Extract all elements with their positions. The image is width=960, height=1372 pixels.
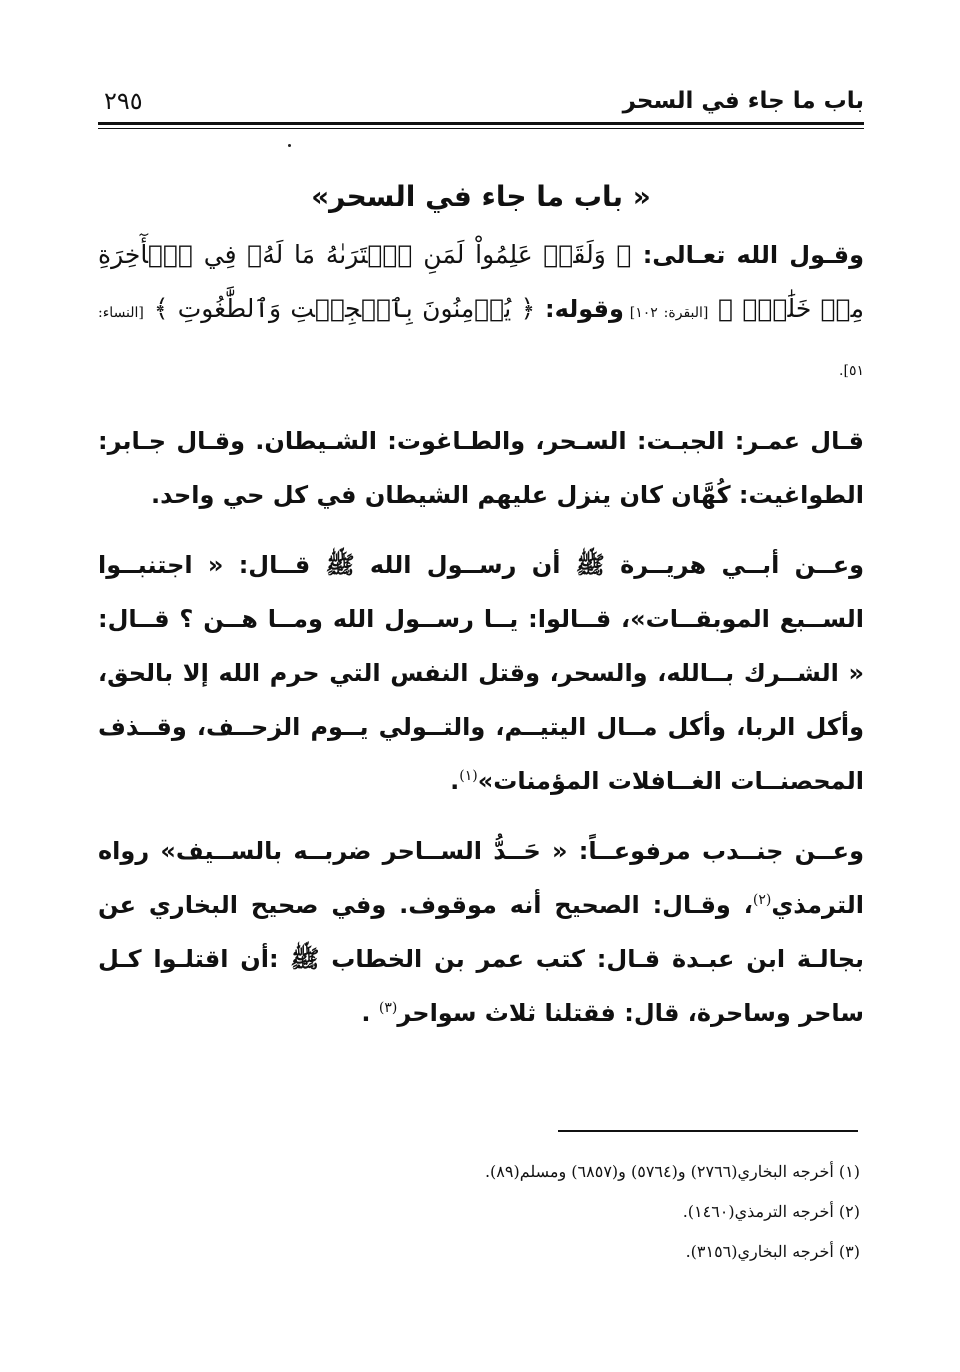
paragraph-text: وعــن جنــدب مرفوعــاً: « حَــدُّ الســاحر ضربــه بالســيف» رواه الترمذي xyxy=(98,837,864,919)
paragraph-lead: وقـول الله تعـالى: xyxy=(631,241,864,269)
footnote-marker[interactable]: (٣) xyxy=(378,1000,398,1016)
footnote-2: (٢) أخرجه الترمذي(١٤٦٠). xyxy=(682,1202,860,1221)
paragraph-abu-hurayra xyxy=(98,538,864,808)
paragraph-umar xyxy=(98,414,864,522)
footnote-rule xyxy=(558,1130,858,1132)
paragraph-text: ، وقـال: الصحيح أنه موقوف. وفي صحيح البخاري عن بجالـة ابن عبـدة قـال: كتب عمر بن الخطاب ﷺ :أن اقتلـوا كـل ساحر وساحرة، قال: فقتلنا ثلاث سواحر xyxy=(98,891,864,1027)
quran-verse: ﴿ يُؤۡمِنُونَ بِٱلۡجِبۡتِ وَٱلطَّٰغُوتِ ﴾ xyxy=(153,294,536,323)
paragraph-verses xyxy=(98,228,864,398)
verse-reference: [البقرة: ١٠٢] xyxy=(623,305,709,321)
header-rule-thin xyxy=(98,128,864,129)
footnote-marker[interactable]: (١) xyxy=(459,768,478,784)
running-title: باب ما جاء في السحر xyxy=(622,88,864,114)
quran-verse: ﴿ وَلَقَدۡ عَلِمُواْ لَمَنِ ٱشۡتَرَىٰهُ مَا لَهُۥ فِي ٱلۡأٓخِرَةِ مِنۡ خَلَٰقٖۚ ﴾ xyxy=(98,240,865,323)
chapter-title: « باب ما جاء في السحر» xyxy=(311,180,651,213)
paragraph-text: وعــن أبــي هريــرة ﷺ أن رســول الله ﷺ قــال: « اجتنبــوا الســبع الموبقــات»، قــالوا: يــا رســول الله ومــا هــن ؟ قــال: « الشــرك بــالله، والسحر، وقتل النفس التي حرم الله إلا بالحق، وأكل الربا، وأكل مــال اليتيــم، والتــولي يــوم الزحــف، وقــذف المحصنــات الغــافلات المؤمنات» xyxy=(98,551,864,795)
stray-dot xyxy=(288,144,291,147)
footnotes xyxy=(98,1152,864,1272)
paragraph-text: وقوله: xyxy=(535,295,624,323)
verse-reference: [النساء: ٥١]. xyxy=(98,305,864,379)
footnote-1: (١) أخرجه البخاري(٢٧٦٦) و(٥٧٦٤) و(٦٨٥٧) ومسلم(٨٩). xyxy=(484,1162,860,1181)
paragraph-text: قـال عمـر: الجبـت: السـحر، والطـاغوت: الشـيطان. وقـال جـابر: الطواغيت: كُهَّان كان ينزل عليهم الشيطان في كل حي واحد. xyxy=(98,427,864,509)
footnote-marker[interactable]: (٢) xyxy=(752,892,772,908)
running-header xyxy=(98,84,864,124)
footnote-3: (٣) أخرجه البخاري(٣١٥٦). xyxy=(685,1242,860,1261)
paragraph-end: . xyxy=(361,999,379,1027)
page-number: ٢٩٥ xyxy=(104,87,143,115)
paragraph-jundub xyxy=(98,824,864,1040)
main-text xyxy=(98,172,864,1056)
header-rule xyxy=(98,122,864,125)
paragraph-end: . xyxy=(450,767,460,795)
